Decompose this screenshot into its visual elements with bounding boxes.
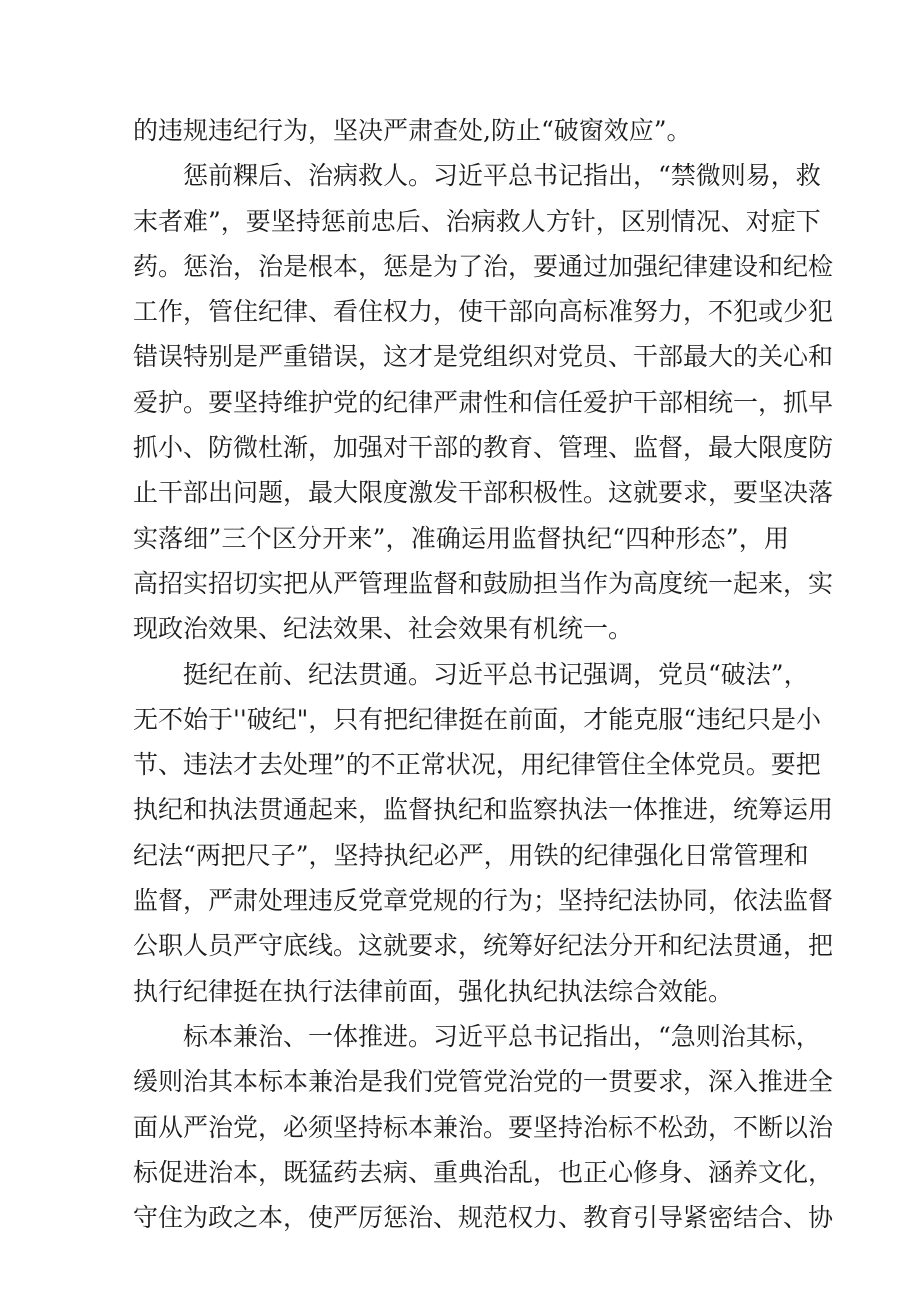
text-line: 节、违法才去处理”的不正常状况，用纪律管住全体党员。要把 [133,750,821,780]
text-line: 药。惩治，治是根本，惩是为了治，要通过加强纪律建设和纪检 [133,251,834,281]
text-line: 止干部出问题，最大限度激发干部积极性。这就要求，要坚决落 [133,478,834,508]
text-line: 爱护。要坚持维护党的纪律严肃性和信任爱护干部相统一，抓早 [133,387,834,417]
text-line: 高招实招切实把从严管理监督和鼓励担当作为高度统一起来，实 [133,568,834,598]
text-line: 工作，管住纪律、看住权力，使干部向高标准努力，不犯或少犯 [133,297,834,327]
text-line: 监督，严肃处理违反党章党规的行为；坚持纪法协同，依法监督 [133,886,834,916]
text-line: 错误特别是严重错误，这才是党组织对党员、干部最大的关心和 [133,342,834,372]
text-line: 无不始于''破纪"，只有把纪律挺在前面，才能克服“违纪只是小 [133,704,822,734]
text-line: 面从严治党，必须坚持标本兼治。要坚持治标不松劲，不断以治 [133,1112,834,1142]
document-body [133,108,834,1240]
text-line: 缓则治其本标本兼治是我们党管党治党的一贯要求，深入推进全 [133,1067,834,1097]
text-line: 执纪和执法贯通起来，监督执纪和监察执法一体推进，统筹运用 [133,795,834,825]
text-line: 守住为政之本，使严厉惩治、规范权力、教育引导紧密结合、协 [133,1203,834,1233]
text-line: 标促进治本，既猛药去病、重典治乱，也正心修身、涵养文化， [133,1157,834,1187]
text-line: 纪法“两把尺子”，坚持执纪必严，用铁的纪律强化日常管理和 [133,840,809,870]
text-line: 抓小、防微杜渐，加强对干部的教育、管理、监督，最大限度防 [133,433,834,463]
text-line: 执行纪律挺在执行法律前面，强化执纪执法综合效能。 [133,976,734,1006]
text-line: 挺纪在前、纪法贯通。习近平总书记强调，党员“破法”， [183,659,809,689]
text-line: 现政治效果、纪法效果、社会效果有机统一。 [133,614,634,644]
text-line: 的违规违纪行为，坚决严肃查处,防止“破窗效应”。 [133,116,692,145]
text-line: 惩前粿后、治病救人。习近平总书记指出，“禁微则易，救 [183,161,821,191]
text-line: 末者难”，要坚持惩前忠后、治病救人方针，区别情况、对症下 [133,206,821,236]
text-line: 实落细”三个区分开来”，准确运用监督执纪“四种形态”，用 [133,523,789,553]
text-line: 公职人员严守底线。这就要求，统筹好纪法分开和纪法贯通，把 [133,931,834,961]
text-line: 标本兼治、一体推进。习近平总书记指出，“急则治其标， [183,1021,821,1051]
